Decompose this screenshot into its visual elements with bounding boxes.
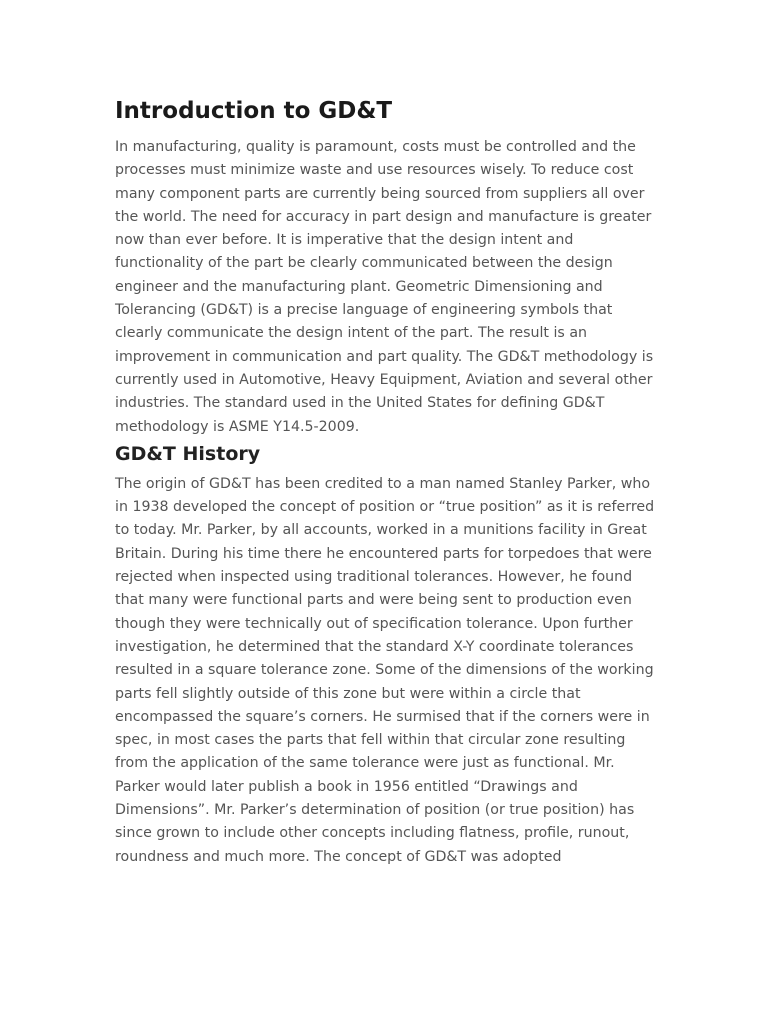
history-paragraph: The origin of GD&T has been credited to a man named Stanley Parker, who in 1938 developed the concept of position or “true position” as it is referred to today. Mr. Parker, by all accounts, worked in a munitions facility in Great Britain. During his time there he encountered parts for torpedoes that were rejected when inspected using traditional tolerances. However, he found that many were functional parts and were being sent to production even though they were technically out of specification tolerance. Upon further investigation, he determined that the standard X-Y coordinate tolerances resulted in a square tolerance zone. Some of the dimensions of the working parts fell slightly outside of this zone but were within a circle that encompassed the square’s corners. He surmised that if the corners were in spec, in most cases the parts that fell within that circular zone resulting from the application of the same tolerance were just as functional. Mr. Parker would later publish a book in 1956 entitled “Drawings and Dimensions”. Mr. Parker’s determination of position (or true position) has since grown to include other concepts including flatness, profile, runout, roundness and much more. The concept of GD&T was adopted: [115, 475, 655, 865]
document-title: Introduction to GD&T: [115, 98, 393, 124]
document-page: [115, 96, 660, 869]
intro-paragraph: In manufacturing, quality is paramount, costs must be controlled and the processes must minimize waste and use resources wisely. To reduce cost many component parts are currently being sourced from suppliers all over the world. The need for accuracy in part design and manufacture is greater now than ever before. It is imperative that the design intent and functionality of the part be clearly communicated between the design engineer and the manufacturing plant. Geometric Dimensioning and Tolerancing (GD&T) is a precise language of engineering symbols that clearly communicate the design intent of the part. The result is an improvement in communication and part quality. The GD&T methodology is currently used in Automotive, Heavy Equipment, Aviation and several other industries. The standard used in the United States for defining GD&T methodology is ASME Y14.5-2009.: [115, 139, 654, 435]
history-heading: GD&T History: [115, 442, 261, 465]
